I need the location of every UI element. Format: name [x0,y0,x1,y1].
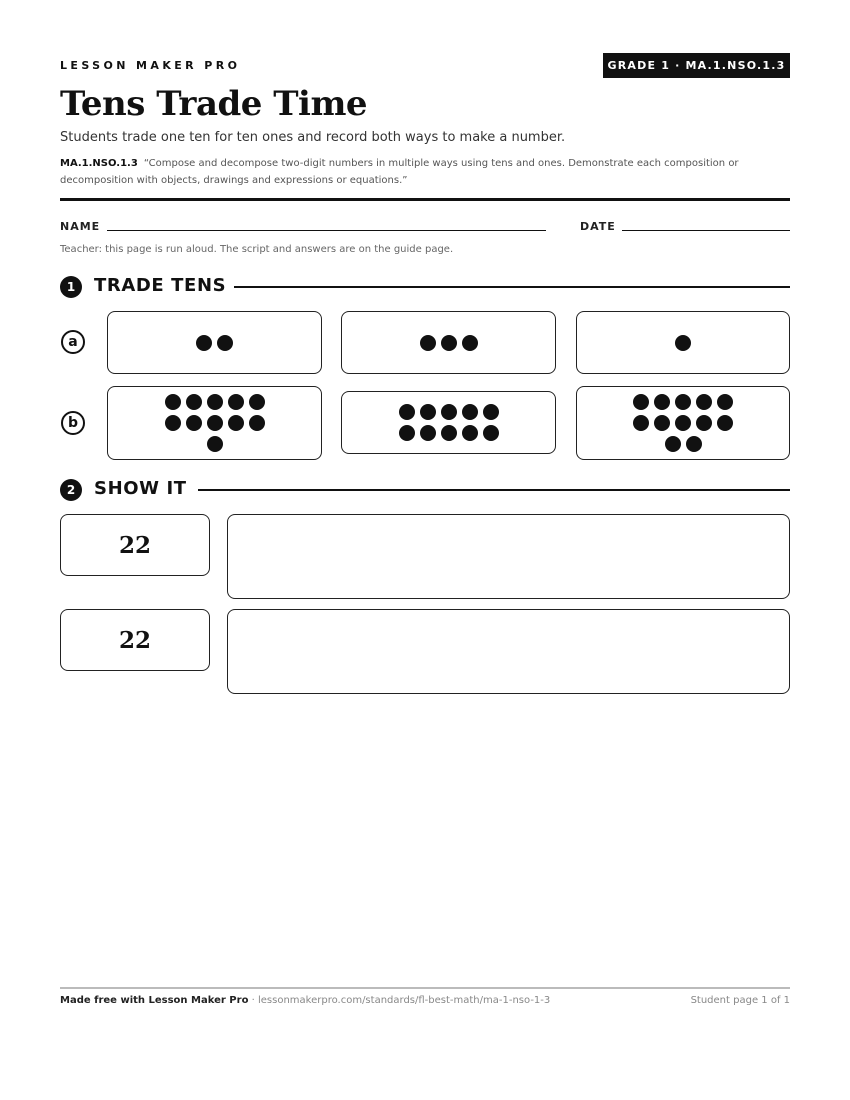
counter-dot [483,425,499,441]
answer-box[interactable] [227,514,790,599]
counter-dot [420,425,436,441]
page-subtitle: Students trade one ten for ten ones and record both ways to make a number. [60,130,566,145]
counter-dot [165,415,181,431]
dot-row [399,425,499,441]
counter-dot [654,394,670,410]
counter-dot [717,394,733,410]
target-number-box: 22 [60,514,210,576]
counter-dot [420,404,436,420]
header-divider [60,198,790,201]
dot-row [633,415,733,431]
dot-card [107,386,322,460]
dot-card [341,311,556,374]
dot-group [399,404,499,441]
counter-dot [207,415,223,431]
counter-dot [399,404,415,420]
counter-dot [675,394,691,410]
standard-text: “Compose and decompose two-digit numbers in multiple ways using tens and ones. Demonstrate each composition or decomposition with objects, drawings and expressions or equations.” [60,158,739,186]
dot-row [196,335,233,351]
row-label-b: b [61,411,85,435]
name-label: NAME [60,220,101,233]
counter-dot [420,335,436,351]
counter-dot [228,394,244,410]
counter-dot [686,436,702,452]
row-label-a: a [61,330,85,354]
counter-dot [217,335,233,351]
footer-credit [60,995,550,1006]
counter-dot [249,415,265,431]
page-title: Tens Trade Time [60,84,368,124]
section-2-title: SHOW IT [94,478,187,499]
name-field[interactable] [107,230,546,231]
dot-row [675,335,691,351]
counter-dot [186,394,202,410]
counter-dot [228,415,244,431]
section-2-rule [198,489,790,491]
counter-dot [249,394,265,410]
counter-dot [441,335,457,351]
counter-dot [717,415,733,431]
footer-made-with: Made free with Lesson Maker Pro [60,995,249,1006]
dot-group [420,335,478,351]
counter-dot [207,394,223,410]
counter-dot [441,425,457,441]
counter-dot [483,404,499,420]
section-1-number: 1 [60,276,82,298]
counter-dot [441,404,457,420]
counter-dot [696,415,712,431]
dot-row [207,436,223,452]
counter-dot [462,404,478,420]
footer-divider [60,987,790,989]
counter-dot [462,335,478,351]
counter-dot [207,436,223,452]
counter-dot [196,335,212,351]
section-2-number: 2 [60,479,82,501]
counter-dot [399,425,415,441]
dot-row [165,394,265,410]
section-1-title: TRADE TENS [94,275,227,296]
counter-dot [462,425,478,441]
brand-name: LESSON MAKER PRO [60,59,241,72]
dot-row [165,415,265,431]
footer-page-number: Student page 1 of 1 [690,995,790,1006]
dot-card [107,311,322,374]
counter-dot [696,394,712,410]
counter-dot [633,394,649,410]
dot-card [576,311,790,374]
counter-dot [165,394,181,410]
target-number-box: 22 [60,609,210,671]
dot-row [399,404,499,420]
counter-dot [186,415,202,431]
counter-dot [633,415,649,431]
dot-card [341,391,556,454]
answer-box[interactable] [227,609,790,694]
date-label: DATE [580,220,616,233]
section-1-rule [234,286,790,288]
dot-card [576,386,790,460]
dot-group [675,335,691,351]
counter-dot [654,415,670,431]
counter-dot [665,436,681,452]
standard-code: MA.1.NSO.1.3 [60,158,138,169]
teacher-note: Teacher: this page is run aloud. The script and answers are on the guide page. [60,244,454,255]
date-field[interactable] [622,230,790,231]
dot-group [633,394,733,452]
counter-dot [675,415,691,431]
grade-standard-badge: GRADE 1 · MA.1.NSO.1.3 [603,53,790,78]
dot-row [420,335,478,351]
dot-row [665,436,702,452]
dot-group [165,394,265,452]
standard-description [60,155,780,189]
footer-url[interactable]: · lessonmakerpro.com/standards/fl-best-math/ma-1-nso-1-3 [248,995,551,1006]
counter-dot [675,335,691,351]
dot-row [633,394,733,410]
dot-group [196,335,233,351]
